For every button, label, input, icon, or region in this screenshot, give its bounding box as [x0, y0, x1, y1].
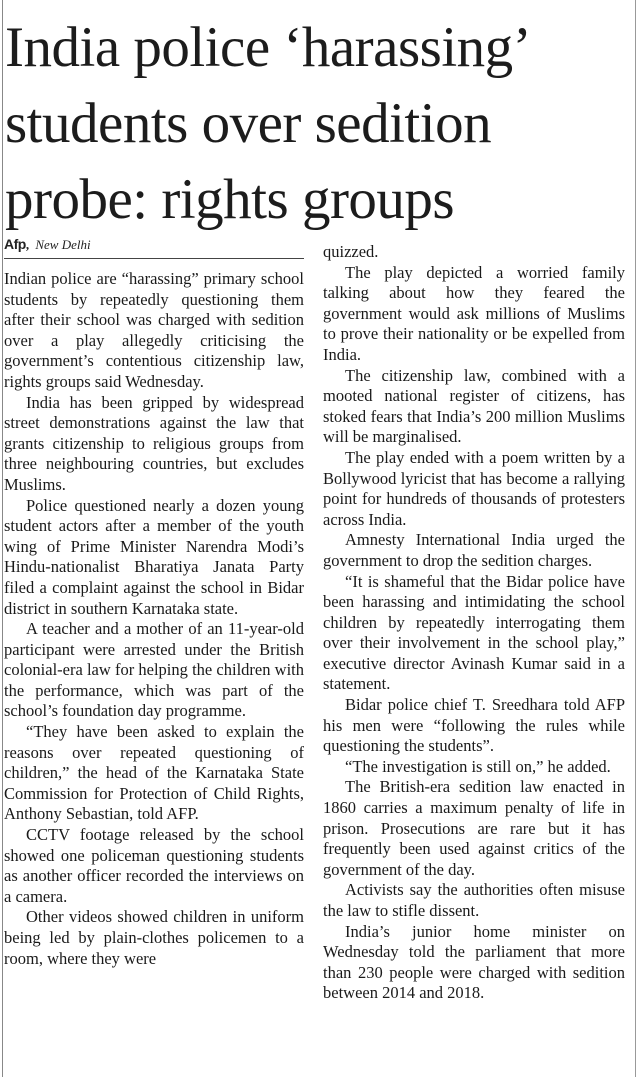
article-paragraph: India’s junior home minister on Wednesday told the parliament that more than 230 people were charged with sedition between 2014 and 2018.: [323, 921, 625, 1003]
clipping-right-edge: [635, 0, 636, 1077]
byline-separator: ,: [25, 237, 30, 252]
article-paragraph: A teacher and a mother of an 11-year-old participant were arrested under the British colonial-era law for helping the children with the performance, which was part of the school’s foundation day programme.: [4, 619, 304, 721]
article-column-right: [323, 242, 625, 1004]
article-paragraph: The citizenship law, combined with a mooted national register of citizens, has stoked fears that India’s 200 million Muslims will be marginalised.: [323, 365, 625, 447]
dateline: New Delhi: [35, 237, 91, 252]
clipping-left-edge: [2, 0, 3, 1077]
byline: [4, 235, 306, 254]
article-paragraph: Bidar police chief T. Sreedhara told AFP his men were “following the rules while questioning the students”.: [323, 695, 625, 756]
article-paragraph: Indian police are “harassing” primary school students by repeatedly questioning them after their school was charged with sedition over a play allegedly criticising the government’s contentious citizenship law, rights groups said Wednesday.: [4, 269, 304, 391]
article-paragraph: “The investigation is still on,” he added.: [345, 756, 611, 776]
article-paragraph: CCTV footage released by the school showed one policeman questioning students as another officer recorded the interviews on a camera.: [4, 825, 304, 906]
article-paragraph: “It is shameful that the Bidar police have been harassing and intimidating the school children by repeatedly interrogating them over their involvement in the school play,” executive director Avinash Kumar said in a statement.: [323, 571, 625, 694]
article-paragraph: The play ended with a poem written by a Bollywood lyricist that has become a rallying point for hundreds of thousands of protesters across India.: [323, 447, 625, 529]
article-paragraph: Other videos showed children in uniform being led by plain-clothes policemen to a room, where they were: [4, 907, 304, 968]
article-paragraph: Activists say the authorities often misuse the law to stifle dissent.: [323, 880, 625, 920]
article-paragraph: “They have been asked to explain the reasons over repeated questioning of children,” the head of the Karnataka State Commission for Protection of Child Rights, Anthony Sebastian, told AFP.: [4, 722, 304, 824]
article-paragraph: India has been gripped by widespread street demonstrations against the law that grants citizenship to religious groups from three neighbouring countries, but excludes Muslims.: [4, 392, 304, 494]
agency-name: Afp: [4, 236, 26, 252]
byline-divider: [4, 258, 304, 259]
article-paragraph: The British-era sedition law enacted in 1860 carries a maximum penalty of life in prison. Prosecutions are rare but it has frequently been used against critics of the government of the day.: [323, 777, 625, 879]
article-paragraph: The play depicted a worried family talking about how they feared the government would ask millions of Muslims to prove their nationality or be expelled from India.: [323, 262, 625, 364]
article-paragraph: Police questioned nearly a dozen young student actors after a member of the youth wing of Prime Minister Narendra Modi’s Hindu-nationalist Bharatiya Janata Party filed a complaint against the school in Bidar district in southern Karnataka state.: [4, 495, 304, 618]
article-paragraph-continuation: quizzed.: [323, 242, 379, 261]
headline: India police ‘harassing’ students over sedition probe: rights groups: [5, 16, 527, 231]
article-paragraph: Amnesty International India urged the government to drop the sedition charges.: [323, 530, 625, 570]
article-column-left: [4, 269, 304, 969]
